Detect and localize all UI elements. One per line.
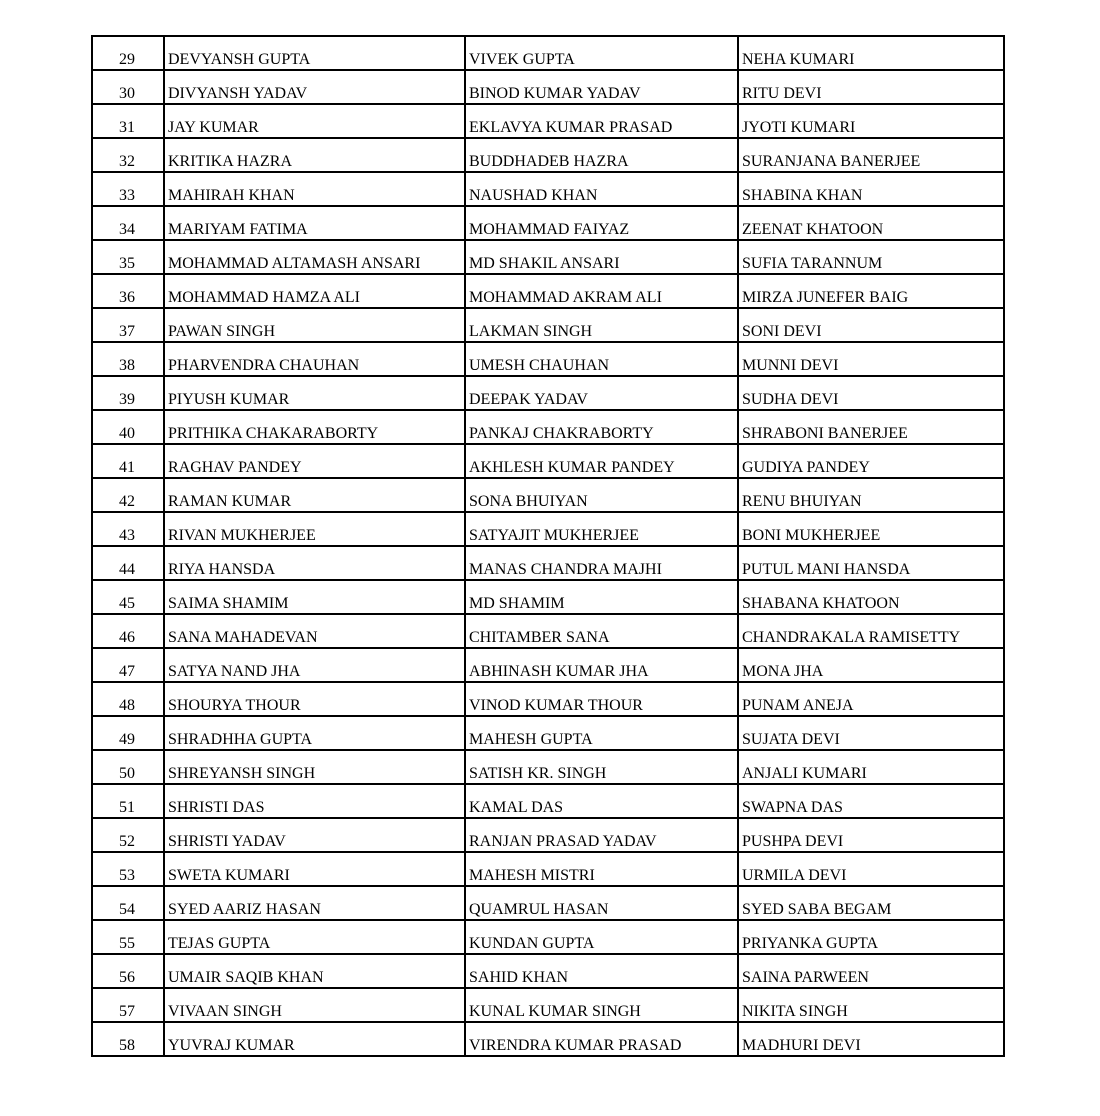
father-name-cell: BINOD KUMAR YADAV xyxy=(465,70,738,104)
serial-number-cell: 54 xyxy=(92,886,164,920)
mother-name-cell: PUNAM ANEJA xyxy=(738,682,1004,716)
serial-number-cell: 49 xyxy=(92,716,164,750)
student-name-cell: SHREYANSH SINGH xyxy=(164,750,465,784)
mother-name-cell: PUTUL MANI HANSDA xyxy=(738,546,1004,580)
student-name-cell: PHARVENDRA CHAUHAN xyxy=(164,342,465,376)
table-row xyxy=(92,172,1004,206)
student-name-cell: PRITHIKA CHAKARABORTY xyxy=(164,410,465,444)
student-name-cell: TEJAS GUPTA xyxy=(164,920,465,954)
father-name-cell: UMESH CHAUHAN xyxy=(465,342,738,376)
serial-number-cell: 34 xyxy=(92,206,164,240)
student-name-cell: SHRADHHA GUPTA xyxy=(164,716,465,750)
father-name-cell: BUDDHADEB HAZRA xyxy=(465,138,738,172)
student-list-table xyxy=(91,35,1005,1057)
table-row xyxy=(92,886,1004,920)
father-name-cell: MAHESH MISTRI xyxy=(465,852,738,886)
table-row xyxy=(92,70,1004,104)
father-name-cell: AKHLESH KUMAR PANDEY xyxy=(465,444,738,478)
father-name-cell: PANKAJ CHAKRABORTY xyxy=(465,410,738,444)
mother-name-cell: SUDHA DEVI xyxy=(738,376,1004,410)
mother-name-cell: ANJALI KUMARI xyxy=(738,750,1004,784)
table-row xyxy=(92,648,1004,682)
father-name-cell: KUNAL KUMAR SINGH xyxy=(465,988,738,1022)
student-name-cell: DEVYANSH GUPTA xyxy=(164,36,465,70)
father-name-cell: MD SHAKIL ANSARI xyxy=(465,240,738,274)
mother-name-cell: SYED SABA BEGAM xyxy=(738,886,1004,920)
father-name-cell: SAHID KHAN xyxy=(465,954,738,988)
table-row xyxy=(92,308,1004,342)
mother-name-cell: RITU DEVI xyxy=(738,70,1004,104)
serial-number-cell: 32 xyxy=(92,138,164,172)
serial-number-cell: 52 xyxy=(92,818,164,852)
serial-number-cell: 58 xyxy=(92,1022,164,1056)
mother-name-cell: SAINA PARWEEN xyxy=(738,954,1004,988)
serial-number-cell: 57 xyxy=(92,988,164,1022)
mother-name-cell: ZEENAT KHATOON xyxy=(738,206,1004,240)
mother-name-cell: NIKITA SINGH xyxy=(738,988,1004,1022)
table-row xyxy=(92,988,1004,1022)
student-name-cell: SANA MAHADEVAN xyxy=(164,614,465,648)
student-list-body xyxy=(92,36,1004,1056)
father-name-cell: MAHESH GUPTA xyxy=(465,716,738,750)
father-name-cell: MD SHAMIM xyxy=(465,580,738,614)
student-name-cell: PIYUSH KUMAR xyxy=(164,376,465,410)
table-row xyxy=(92,104,1004,138)
table-row xyxy=(92,546,1004,580)
serial-number-cell: 38 xyxy=(92,342,164,376)
table-row xyxy=(92,376,1004,410)
mother-name-cell: PRIYANKA GUPTA xyxy=(738,920,1004,954)
serial-number-cell: 41 xyxy=(92,444,164,478)
mother-name-cell: GUDIYA PANDEY xyxy=(738,444,1004,478)
father-name-cell: MANAS CHANDRA MAJHI xyxy=(465,546,738,580)
serial-number-cell: 31 xyxy=(92,104,164,138)
mother-name-cell: PUSHPA DEVI xyxy=(738,818,1004,852)
serial-number-cell: 45 xyxy=(92,580,164,614)
serial-number-cell: 44 xyxy=(92,546,164,580)
table-row xyxy=(92,852,1004,886)
student-name-cell: RAMAN KUMAR xyxy=(164,478,465,512)
student-name-cell: MOHAMMAD HAMZA ALI xyxy=(164,274,465,308)
father-name-cell: VIRENDRA KUMAR PRASAD xyxy=(465,1022,738,1056)
table-row xyxy=(92,1022,1004,1056)
student-name-cell: RIVAN MUKHERJEE xyxy=(164,512,465,546)
mother-name-cell: SHABINA KHAN xyxy=(738,172,1004,206)
serial-number-cell: 42 xyxy=(92,478,164,512)
serial-number-cell: 39 xyxy=(92,376,164,410)
table-row xyxy=(92,240,1004,274)
father-name-cell: MOHAMMAD AKRAM ALI xyxy=(465,274,738,308)
student-name-cell: RIYA HANSDA xyxy=(164,546,465,580)
mother-name-cell: JYOTI KUMARI xyxy=(738,104,1004,138)
student-name-cell: SAIMA SHAMIM xyxy=(164,580,465,614)
table-row xyxy=(92,920,1004,954)
serial-number-cell: 46 xyxy=(92,614,164,648)
serial-number-cell: 40 xyxy=(92,410,164,444)
serial-number-cell: 51 xyxy=(92,784,164,818)
father-name-cell: KUNDAN GUPTA xyxy=(465,920,738,954)
table-row xyxy=(92,342,1004,376)
mother-name-cell: SWAPNA DAS xyxy=(738,784,1004,818)
father-name-cell: SATISH KR. SINGH xyxy=(465,750,738,784)
mother-name-cell: SONI DEVI xyxy=(738,308,1004,342)
father-name-cell: KAMAL DAS xyxy=(465,784,738,818)
father-name-cell: ABHINASH KUMAR JHA xyxy=(465,648,738,682)
student-name-cell: MAHIRAH KHAN xyxy=(164,172,465,206)
table-row xyxy=(92,784,1004,818)
serial-number-cell: 53 xyxy=(92,852,164,886)
student-name-cell: KRITIKA HAZRA xyxy=(164,138,465,172)
mother-name-cell: BONI MUKHERJEE xyxy=(738,512,1004,546)
table-row xyxy=(92,682,1004,716)
student-name-cell: SYED AARIZ HASAN xyxy=(164,886,465,920)
father-name-cell: RANJAN PRASAD YADAV xyxy=(465,818,738,852)
student-name-cell: SHRISTI YADAV xyxy=(164,818,465,852)
student-name-cell: DIVYANSH YADAV xyxy=(164,70,465,104)
student-name-cell: SHRISTI DAS xyxy=(164,784,465,818)
table-row xyxy=(92,818,1004,852)
father-name-cell: SATYAJIT MUKHERJEE xyxy=(465,512,738,546)
father-name-cell: EKLAVYA KUMAR PRASAD xyxy=(465,104,738,138)
serial-number-cell: 35 xyxy=(92,240,164,274)
table-row xyxy=(92,614,1004,648)
table-row xyxy=(92,410,1004,444)
table-row xyxy=(92,478,1004,512)
serial-number-cell: 50 xyxy=(92,750,164,784)
student-name-cell: SWETA KUMARI xyxy=(164,852,465,886)
student-name-cell: VIVAAN SINGH xyxy=(164,988,465,1022)
serial-number-cell: 36 xyxy=(92,274,164,308)
student-name-cell: MARIYAM FATIMA xyxy=(164,206,465,240)
student-name-cell: PAWAN SINGH xyxy=(164,308,465,342)
serial-number-cell: 43 xyxy=(92,512,164,546)
table-row xyxy=(92,444,1004,478)
serial-number-cell: 47 xyxy=(92,648,164,682)
serial-number-cell: 30 xyxy=(92,70,164,104)
mother-name-cell: MONA JHA xyxy=(738,648,1004,682)
mother-name-cell: NEHA KUMARI xyxy=(738,36,1004,70)
father-name-cell: DEEPAK YADAV xyxy=(465,376,738,410)
serial-number-cell: 29 xyxy=(92,36,164,70)
serial-number-cell: 33 xyxy=(92,172,164,206)
table-row xyxy=(92,206,1004,240)
mother-name-cell: SUJATA DEVI xyxy=(738,716,1004,750)
table-row xyxy=(92,750,1004,784)
serial-number-cell: 37 xyxy=(92,308,164,342)
father-name-cell: VIVEK GUPTA xyxy=(465,36,738,70)
student-name-cell: UMAIR SAQIB KHAN xyxy=(164,954,465,988)
mother-name-cell: SUFIA TARANNUM xyxy=(738,240,1004,274)
mother-name-cell: RENU BHUIYAN xyxy=(738,478,1004,512)
serial-number-cell: 55 xyxy=(92,920,164,954)
mother-name-cell: SURANJANA BANERJEE xyxy=(738,138,1004,172)
mother-name-cell: MADHURI DEVI xyxy=(738,1022,1004,1056)
table-row xyxy=(92,580,1004,614)
table-row xyxy=(92,954,1004,988)
table-row xyxy=(92,36,1004,70)
mother-name-cell: SHRABONI BANERJEE xyxy=(738,410,1004,444)
student-name-cell: SATYA NAND JHA xyxy=(164,648,465,682)
table-row xyxy=(92,138,1004,172)
mother-name-cell: MUNNI DEVI xyxy=(738,342,1004,376)
student-name-cell: SHOURYA THOUR xyxy=(164,682,465,716)
table-row xyxy=(92,274,1004,308)
table-row xyxy=(92,716,1004,750)
student-name-cell: JAY KUMAR xyxy=(164,104,465,138)
father-name-cell: VINOD KUMAR THOUR xyxy=(465,682,738,716)
serial-number-cell: 56 xyxy=(92,954,164,988)
student-name-cell: YUVRAJ KUMAR xyxy=(164,1022,465,1056)
father-name-cell: CHITAMBER SANA xyxy=(465,614,738,648)
table-row xyxy=(92,512,1004,546)
serial-number-cell: 48 xyxy=(92,682,164,716)
father-name-cell: NAUSHAD KHAN xyxy=(465,172,738,206)
father-name-cell: LAKMAN SINGH xyxy=(465,308,738,342)
mother-name-cell: CHANDRAKALA RAMISETTY xyxy=(738,614,1004,648)
student-name-cell: RAGHAV PANDEY xyxy=(164,444,465,478)
student-name-cell: MOHAMMAD ALTAMASH ANSARI xyxy=(164,240,465,274)
father-name-cell: SONA BHUIYAN xyxy=(465,478,738,512)
mother-name-cell: SHABANA KHATOON xyxy=(738,580,1004,614)
mother-name-cell: MIRZA JUNEFER BAIG xyxy=(738,274,1004,308)
father-name-cell: QUAMRUL HASAN xyxy=(465,886,738,920)
father-name-cell: MOHAMMAD FAIYAZ xyxy=(465,206,738,240)
mother-name-cell: URMILA DEVI xyxy=(738,852,1004,886)
